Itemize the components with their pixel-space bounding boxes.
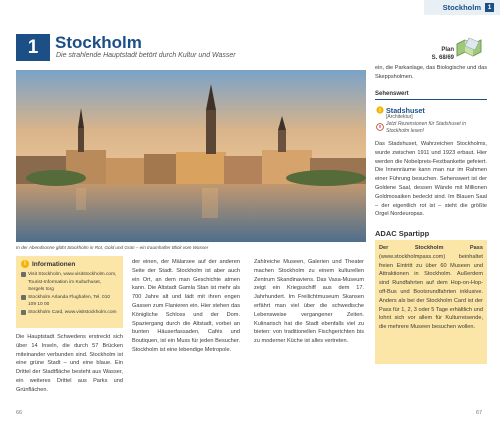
chapter-tab-number: 1 [485,3,494,12]
info-line-text: Visit Stockholm, www.visitstockholm.com, Tourist-Information im Kulturhuset, Sergels torg [28,272,117,292]
info-icon: i [21,260,29,268]
adac-heading: ADAC Spartipp [375,229,430,238]
sight-marker-icon [376,106,384,114]
chapter-number: 1 [16,34,50,61]
info-heading-row [21,260,118,268]
right-column-intro: ein, die Parkanlage, das Biologische und das Skeppsholmen. [375,65,487,80]
info-line[interactable] [21,294,118,309]
sight-description: Das Stadshuset, Wahrzeichen Stockholms, wurde zwischen 1911 und 1923 erbaut. Hier werden die Nobelpreis-Festbankette gefeiert. Die Innenräume kann man nur im Rahmen einer Führung besuchen. Sehenswert ist der Goldene Saal, dessen Wände mit Millionen Goldmosaiken bedeckt sind. Im Blauen Saal – der eigentlich rot ist – steht die größte Orgel Nordeuropas. [375,141,487,218]
page-number-left: 66 [16,410,23,416]
adac-tip-body: (www.stockholmpass.com) beinhaltet freien Eintritt zu über 60 Museen und Attraktionen in Stockholm. Außerdem sind Rundfahrten auf dem Hop-on-Hop-off-Bus und Bootsrundfahrten inklusive. Anders als bei der Stockholm Card ist der Pass für 1, 2, 3 oder 5 Tage erhältlich und lohnt sich vor allem für Kulturreisende, die mehrere Museen besuchen wollen. [379,253,483,331]
plan-label: Plan [441,47,454,53]
chapter-tab[interactable] [424,0,500,15]
info-heading: Informationen [32,260,76,268]
info-line-text: Stockholm Card, www.visitstockholm.com [28,309,117,315]
info-line[interactable] [21,309,118,317]
adac-tip-bold: Der Stockholm Pass [379,245,483,251]
plan-pages: S. 68/69 [431,55,454,61]
page-title: Stockholm [55,33,142,52]
sehenswert-heading: Sehenswert [375,91,487,100]
page-subtitle: Die strahlende Hauptstadt betört durch Kultur und Wasser [56,52,236,59]
plane-icon [21,295,26,300]
info-line-text: Stockholm Arlanda Flughafen, Tel. 010 109 10 00 [28,294,111,307]
adac-tip-box [375,240,487,364]
svg-text:!: ! [379,108,381,114]
adac-tip-text [379,244,483,332]
sight-category: [Architektur] [386,114,413,120]
chapter-tab-label: Stockholm [442,3,481,12]
info-box [16,256,123,328]
card-icon [21,310,26,315]
info-line[interactable] [21,271,118,294]
stockholm-skyline-image [16,70,366,242]
sight-title: Stadshuset [386,106,425,115]
folded-map-icon [455,36,485,60]
globe-icon [21,272,26,277]
city-photo [16,70,366,242]
body-column-3: Zahlreiche Museen, Galerien und Theater machen Stockholm zu einem kulturellen Zentrum Skandinaviens. Das Vasa-Museum zeigt ein Kriegsschiff aus dem 17. Jahrhundert. Im Freilichtmuseum Skansen erfährt man viel über die schwedische Lebensweise vergangener Zeiten. Kulinarisch hat die Stadt ebenfalls viel zu bieten: von traditionellen Fischgerichten bis zu moderner Küche ist alles vertreten. [254,259,364,345]
plan-reference [424,46,454,62]
photo-caption: In der Abendsonne glüht Stockholm in Rot, Gold und Grün – ein traumhafter Blick vom Wasser [16,245,209,250]
page-number-right: 67 [476,410,483,416]
body-column-1: Die Hauptstadt Schwedens erstreckt sich über 14 Inseln, die durch 57 Brücken miteinander verbunden sind. Stockholm ist eine grüne Stadt – und eine blaue. Ein Drittel der Stadtfläche besteht aus Wasser, ein weiteres Drittel aus Parks und Grünflächen. [16,334,123,393]
review-icon [376,123,384,131]
body-column-2: der einen, der Mälarsee auf der anderen Seite der Stadt. Stockholm ist aber auch ein Ort, an dem man Geschichte atmen kann. Die Altstadt Gamla Stan ist mehr als 700 Jahre alt und lädt mit ihren engen Gassen zum Flanieren ein. Hier stehen das Königliche Schloss und der Dom. Spaziergang durch die Altstadt, vorbei an bunten Häuserfassaden, Cafés und Boutiquen, ist ein Muss für jeden Besucher. Stockholm ist eine lebendige Metropole. [132,259,240,353]
sight-review: Jetzt Rezensionen für Stadshuset in Stockholm lesen! [386,121,467,134]
